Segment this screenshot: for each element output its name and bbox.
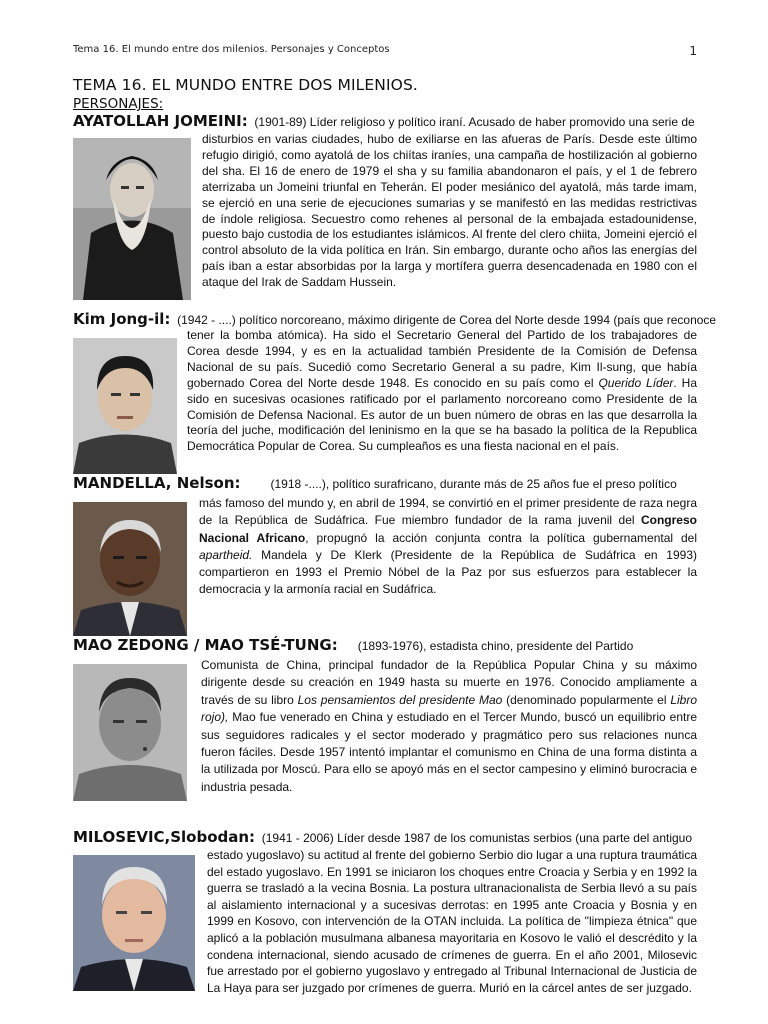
body-emphasis: Los pensamientos del presidente Mao <box>297 692 503 707</box>
body-part: Comunista de China, principal fundador de la República Popular China y su máximo dirigente desde su creación en 1949 hasta su muerte en 1976. Conocido ampliamente a través de su libro <box>201 658 697 707</box>
entry-body <box>199 495 697 599</box>
entry-milosevic <box>73 829 697 999</box>
entry-first-line <box>73 637 697 655</box>
body-part: más famoso del mundo y, en abril de 1994, se convirtió en el primer presidente de raza negra de la República de Sudáfrica. Fue miembro fundador de la rama juvenil del <box>199 496 697 528</box>
page-number: 1 <box>689 44 697 58</box>
entry-body: estado yugoslavo) su actitud al frente del gobierno Serbio dio lugar a una ruptura traumática del estado yugoslavo. En 1991 se iniciaron los choques entre Croacia y Serbia y en 1992 la guerra se trasladó a la vecina Bosnia. La postura ultranacionalista de Serbia llevó a su país al aislamiento internacional y a sucesivas derrotas: en 1995 ante Croacia y Bosnia y en 1999 en Kosovo, con intervención de la OTAN incluida. La política de "limpieza étnica" que aplicó a la población musulmana albanesa mayoritaria en Kosovo le valió el descrédito y la condena internacional, siendo acusado de crímenes de guerra. En el año 2001, Milosevic fue arrestado por el gobierno yugoslavo y entregado al Tribunal Internacional de Justicia de La Haya para ser juzgado por crímenes de guerra. Murió en la cárcel antes de ser juzgado. <box>207 848 697 995</box>
entry-mandela <box>73 475 697 640</box>
entry-intro: (1893-1976), estadista chino, presidente del Partido <box>357 639 634 653</box>
person-name: MILOSEVIC,Slobodan: <box>73 828 256 846</box>
body-part: tener la bomba atómica). Ha sido el Secretario General del Partido de los trabajadores de Corea desde 1994, y es en la actualidad también Presidente de la Comisión de Defensa Nacional de su país. Sucedió como Secretario General a su padre, Kim Il-sung, que había gobernado Corea del Norte desde 1948. Es conocido en su país como el <box>187 328 697 390</box>
body-part: (denominado popularmente el <box>502 692 671 707</box>
entry-body: disturbios en varias ciudades, hubo de exiliarse en las afueras de París. Desde este último refugio dirigió, como ayatolá de los chiítas iraníes, una campaña de hostilización al gobierno del sha. El 16 de enero de 1979 el sha y su familia abandonaron el país, y el 1 de febrero aterrizaba un Jomeini triunfal en Teherán. El poder mesiánico del ayatolá, más tarde imam, se ejerció en una serie de ejecuciones sumarias y se manifestó en las medidas restrictivas de índole religiosa. Secuestro como rehenes al personal de la embajada estadounidense, puesto bajo custodia de los estudiantes islámicos. Al frente del clero chiita, Jomeini ejerció el control absoluto de la vida política en Irán. Sin embargo, durante ocho años las energías del país iban a estar absorbidas por la larga y mortífera guerra desencadenada en 1980 con el ataque del Irak de Saddam Hussein. <box>202 132 697 290</box>
document-title: TEMA 16. EL MUNDO ENTRE DOS MILENIOS. <box>73 76 418 94</box>
entry-intro: (1942 - ....) político norcoreano, máximo dirigente de Corea del Norte desde 1994 (país que reconoce <box>177 313 717 327</box>
portrait-photo <box>73 138 191 300</box>
entry-intro: (1918 -....), político surafricano, durante más de 25 años fue el preso político <box>270 477 677 491</box>
body-part: Mao fue venerado en China y estudiado en el Tercer Mundo, buscó un equilibrio entre sus seguidores radicales y el sector moderado y pragmático pero sus relaciones nunca fueron fáciles. Desde 1957 intentó implantar el comunismo en China de una forma distinta a la utilizada por Moscú. Para ello se apoyó más en el sector campesino y eliminó burocracia e industria pesada. <box>201 710 697 794</box>
entry-intro: (1901-89) Líder religioso y político iraní. Acusado de haber promovido una serie de <box>254 115 695 129</box>
entry-intro: (1941 - 2006) Líder desde 1987 de los comunistas serbios (una parte del antiguo <box>261 831 693 845</box>
person-name: MANDELLA, Nelson: <box>73 474 241 492</box>
portrait-photo <box>73 502 187 636</box>
entry-first-line <box>73 829 697 847</box>
entry-body <box>187 328 697 455</box>
section-heading: PERSONAJES: <box>73 96 164 112</box>
entry-kim-jong-il <box>73 310 717 476</box>
entry-first-line <box>73 475 697 493</box>
portrait-photo <box>73 855 195 991</box>
entry-mao <box>73 637 697 807</box>
body-emphasis: Querido Líder <box>598 375 674 390</box>
body-strong: Congreso Nacional Africano <box>199 513 697 545</box>
portrait-photo <box>73 338 177 474</box>
person-name: AYATOLLAH JOMEINI: <box>73 112 248 130</box>
running-header <box>73 44 697 58</box>
portrait-photo <box>73 664 187 801</box>
entry-body <box>201 657 697 796</box>
body-emphasis: apartheid. <box>199 547 253 562</box>
body-part: . Ha sido en sucesivas ocasiones ratificado por el parlamento norcoreano como Presidente de la Comisión de Defensa Nacional. Es autor de un buen número de obras en las que desarrolla la teoría del juche, modificación del leninismo en la que se ha basado la política de la Republica Democrática Popular de Corea. Su cumpleaños es una fiesta nacional en el país. <box>187 375 697 454</box>
entry-first-line <box>73 113 697 131</box>
entry-first-line <box>73 310 717 329</box>
body-emphasis: Libro rojo), <box>201 692 698 725</box>
body-part: Mandela y De Klerk (Presidente de la República de Sudáfrica en 1993) compartieron en 1993 el Premio Nóbel de la Paz por sus esfuerzos para establecer la democracia y la armonía racial en Sudáfrica. <box>199 547 697 597</box>
body-part: , propugnó la acción conjunta contra la política gubernamental del <box>305 530 698 545</box>
entry-jomeini <box>73 113 697 303</box>
person-name: Kim Jong-il: <box>73 310 171 328</box>
running-title: Tema 16. El mundo entre dos milenios. Personajes y Conceptos <box>73 44 390 55</box>
person-name: MAO ZEDONG / MAO TSÉ-TUNG: <box>73 636 338 654</box>
